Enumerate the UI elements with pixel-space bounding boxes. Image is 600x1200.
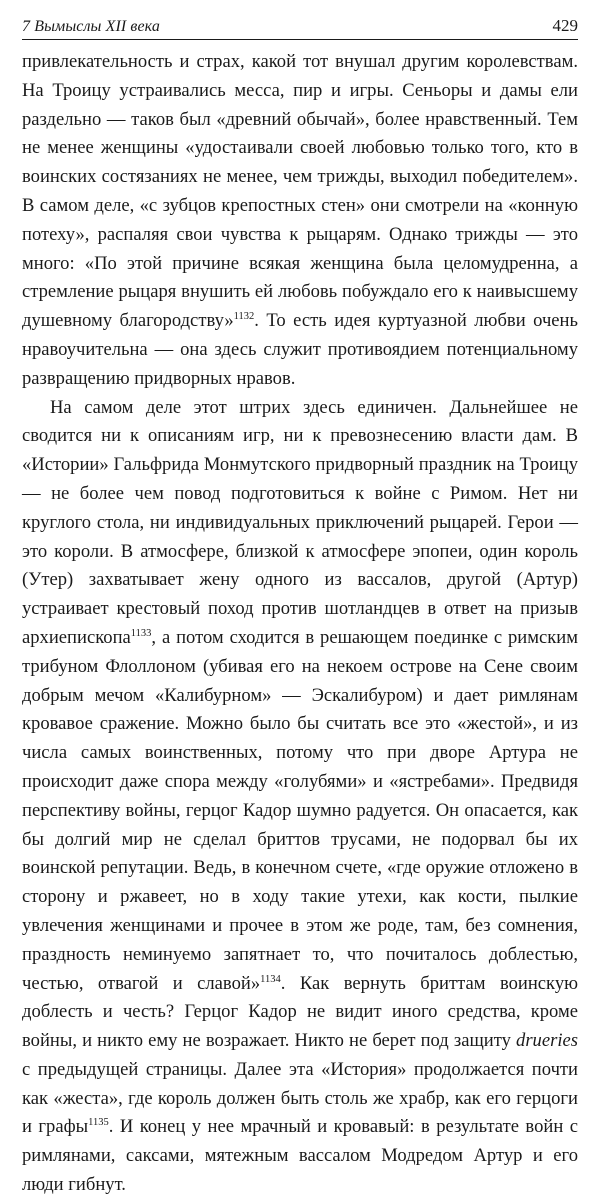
italic-word-drueries: drueries <box>516 1030 578 1052</box>
paragraph-2-text-d: с предыдущей страницы. Далее эта «История» продолжается почти как «жеста», где король должен быть столь же храбр, как его герцоги и графы <box>22 1058 578 1138</box>
paragraph-1-text-b: . То есть идея куртуазной любви очень нравоучительна — она здесь служит противоядием потенциальному развращению придворных нравов. <box>22 310 578 389</box>
page-number: 429 <box>552 16 578 35</box>
body-text <box>22 48 578 1200</box>
footnote-1133: 1133 <box>130 627 152 639</box>
page-header <box>22 10 578 40</box>
running-head: 7 Вымыслы XII века <box>22 18 160 35</box>
footnote-1135: 1135 <box>88 1117 109 1129</box>
footnote-1132: 1132 <box>233 311 255 323</box>
paragraph-2-text-b: , а потом сходится в решающем поединке с римским трибуном Флоллоном (убивая его на некоем острове на Сене своим добрым мечом «Калибурном» — Эскалибуром) и дает римлянам кровавое сражение. Можно было бы считать все это «жестой», и из числа самых воинственных, потому что при дворе Артура не происходит даже спора между «голубями» и «ястребами». Предвидя перспективу войны, герцог Кадор шумно радуется. Он опасается, как бы долгий мир не сделал бриттов трусами, не подорвал бы их воинской репутации. Ведь, в конечном счете, «где оружие отложено в сторону и ржавеет, но в ходу такие утехи, как кости, пылкие увлечения женщинами и прочее в этом же роде, там, без сомнения, праздность неминуемо запятнает то, что почиталось доблестью, честью, отвагой и славой» <box>22 626 578 994</box>
footnote-1134: 1134 <box>260 973 281 985</box>
paragraph-2 <box>22 394 578 1200</box>
paragraph-1 <box>22 48 578 394</box>
paragraph-1-text-a: привлекательность и страх, какой тот внушал другим королевствам. На Троицу устраивались месса, пир и игры. Сеньоры и дамы ели раздельно — таков был «древний обычай», более нравственный. Тем не менее женщины «удостаивали своей любовью только того, кто в воинских состязаниях не менее, чем трижды, выходил победителем». В самом деле, «с зубцов крепостных стен» они смотрели на «конную потеху», распаляя свои чувства к рыцарям. Однако трижды — это много: «По этой причине всякая женщина была целомудренна, а стремление рыцаря внушить ей любовь побуждало его к наивысшему душевному благородству» <box>22 51 578 332</box>
paragraph-2-text-a: На самом деле этот штрих здесь единичен. Дальнейшее не сводится ни к описаниям игр, ни к превознесению власти дам. В «Истории» Гальфрида Монмутского придворный праздник на Троицу — не более чем повод подготовиться к войне с Римом. Нет ни круглого стола, ни индивидуальных приключений рыцарей. Герои — это короли. В атмосфере, близкой к атмосфере эпопеи, один король (Утер) захватывает жену одного из вассалов, другой (Артур) устраивает крестовый поход против шотландцев в ответ на призыв архиепископа <box>22 396 578 648</box>
paragraph-2-text-e: . И конец у нее мрачный и кровавый: в результате войн с римлянами, саксами, мятежным вассалом Модредом Артур и его люди гибнут. <box>22 1116 578 1196</box>
paragraph-2-text-c: . Как вернуть бриттам воинскую доблесть и честь? Герцог Кадор не видит иного средства, кроме войны, и никто ему не возражает. Никто не берет под защиту <box>22 972 579 1052</box>
